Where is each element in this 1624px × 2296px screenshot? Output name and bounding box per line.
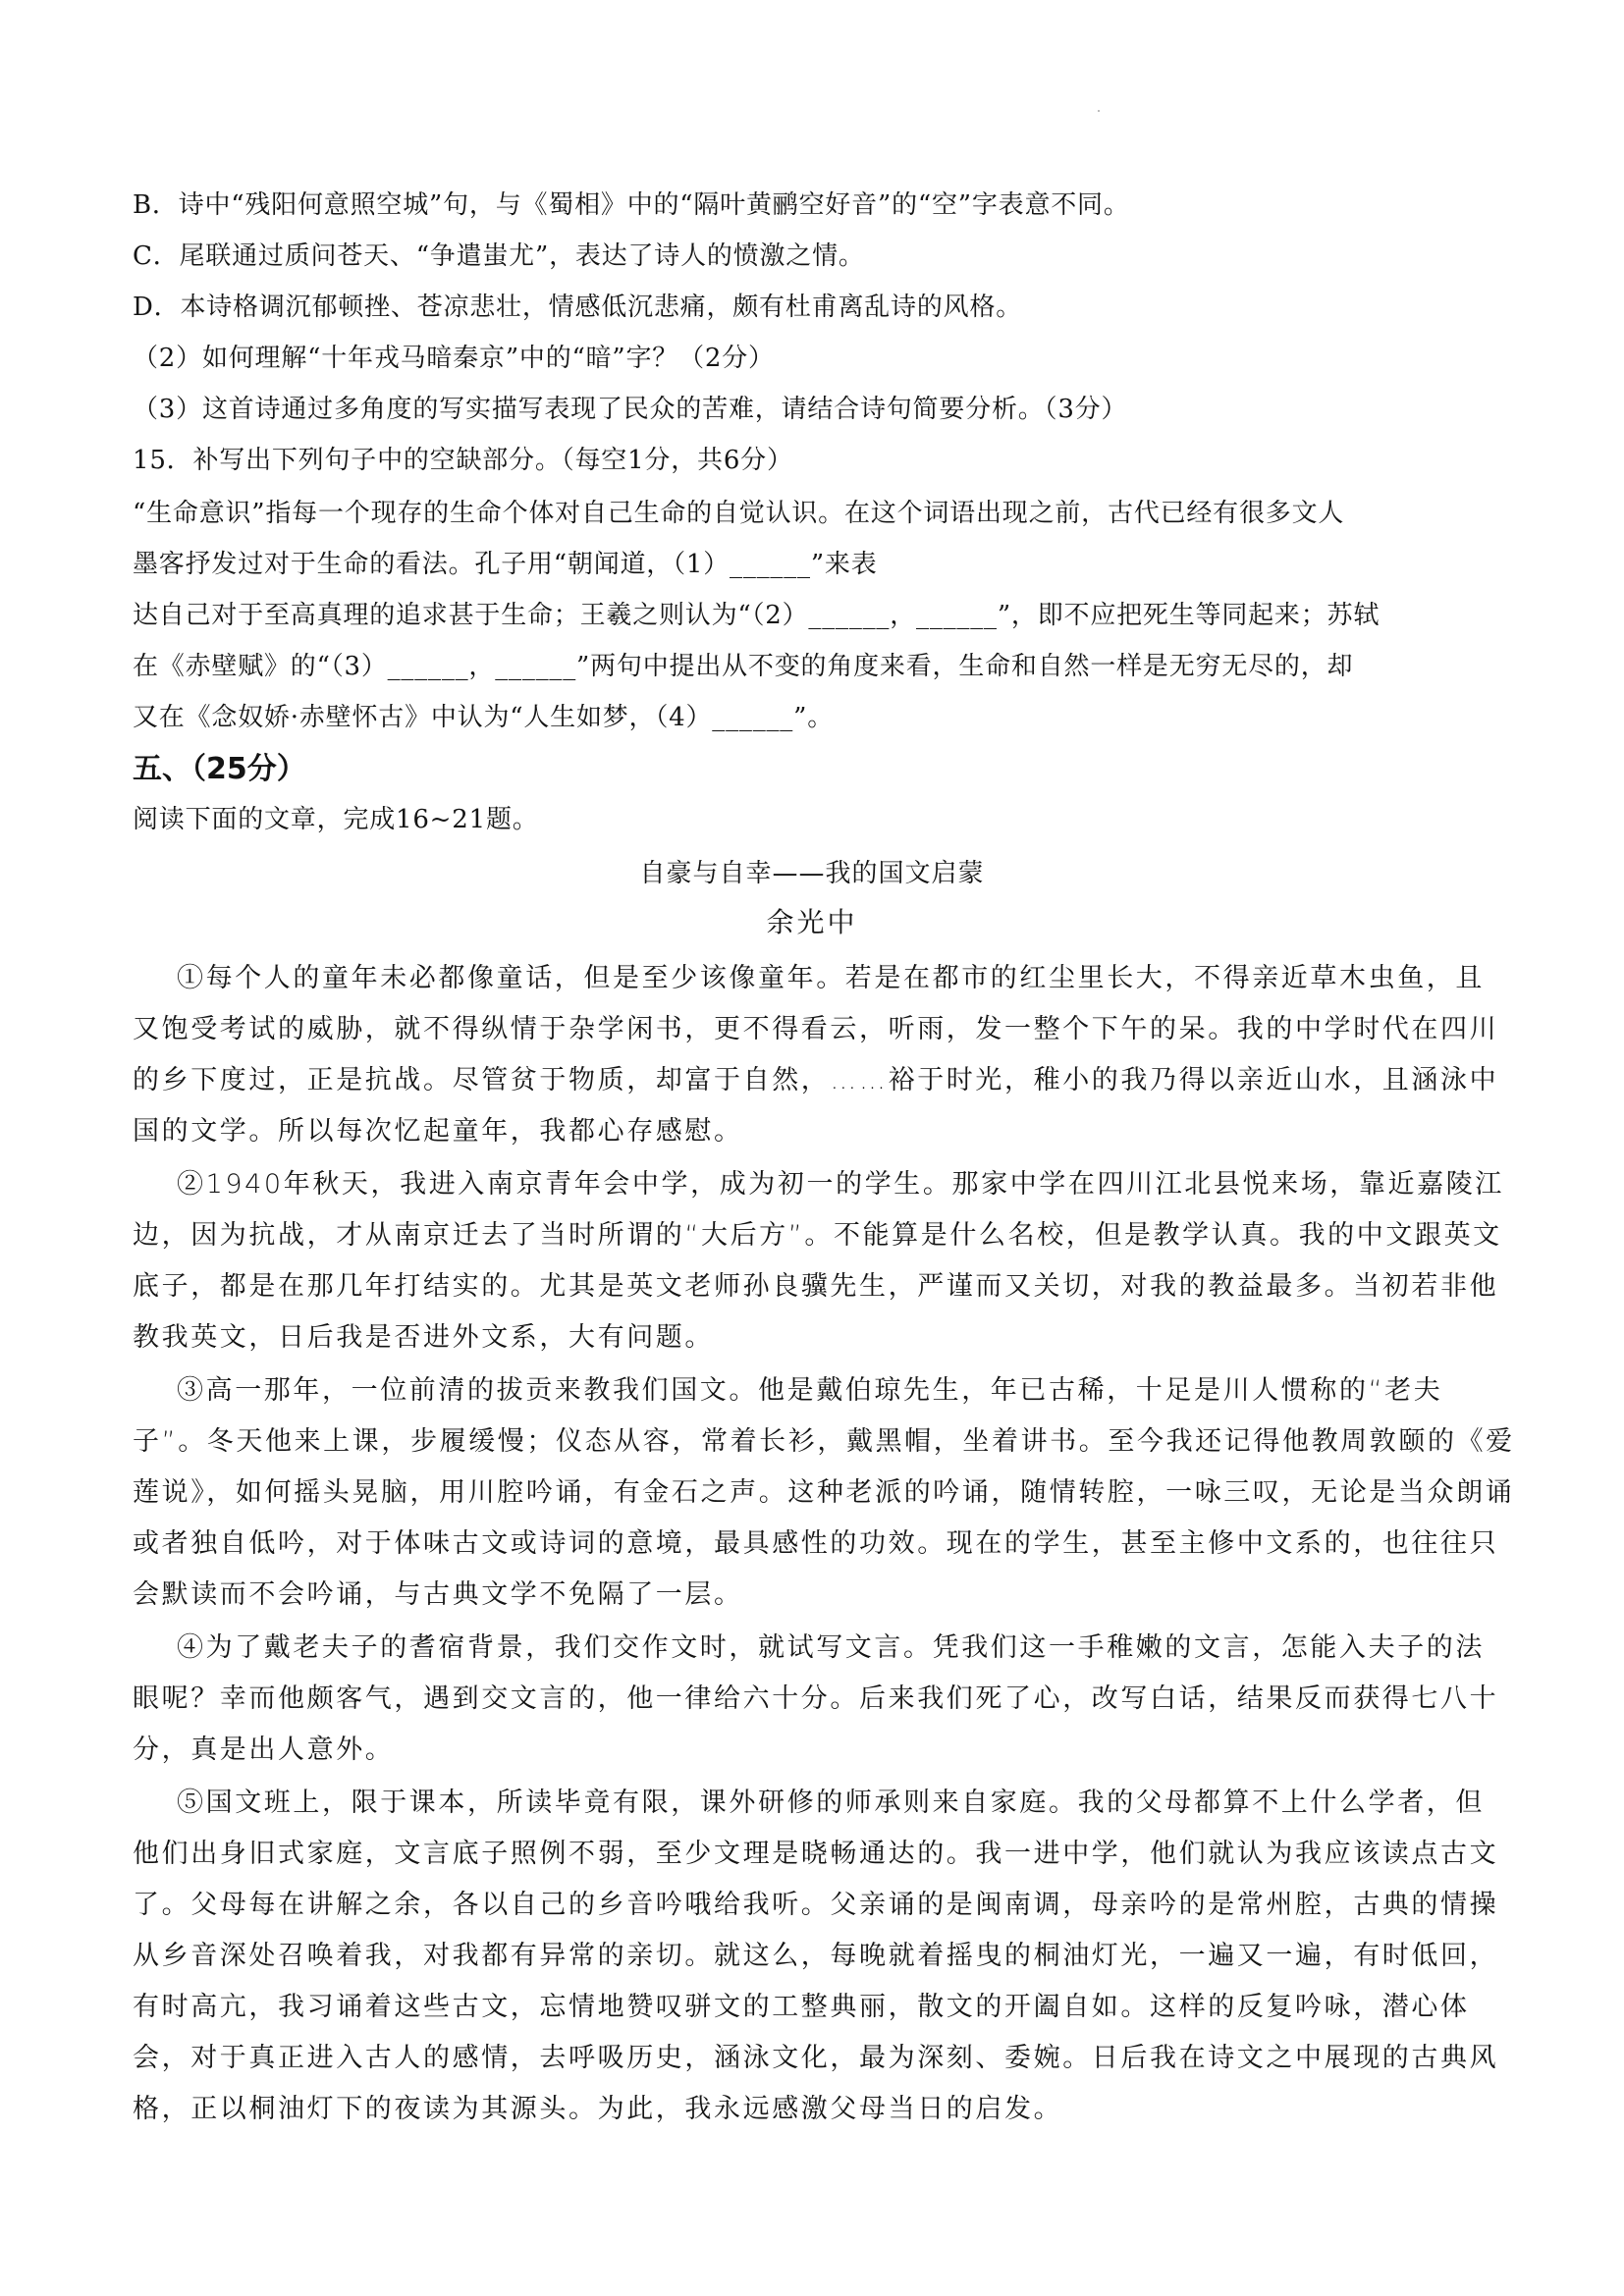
paragraph-line: 从乡音深处召唤着我，对我都有异常的亲切。就这么，每晚就着摇曳的桐油灯光，一遍又一遍，有时低回， bbox=[133, 1941, 1499, 1971]
question-15-text: 又在《念奴娇·赤壁怀古》中认为“人生如梦，（4）______”。 bbox=[133, 703, 834, 732]
question-15-text: 在《赤壁赋》的“（3）______，______”两句中提出从不变的角度来看，生命和自然一样是无穷无尽的，却 bbox=[133, 652, 1354, 681]
paragraph-line: 眼呢？幸而他颇客气，遇到交文言的，他一律给六十分。后来我们死了心，改写白话，结果反而获得七八十 bbox=[133, 1683, 1499, 1714]
paragraph-line: 国的文学。所以每次忆起童年，我都心存感慰。 bbox=[133, 1116, 743, 1147]
option-b: B．诗中“残阳何意照空城”句，与《蜀相》中的“隔叶黄鹂空好音”的“空”字表意不同。 bbox=[133, 190, 1130, 220]
paragraph-line: ⑤国文班上，限于课本，所读毕竟有限，课外研修的师承则来自家庭。我的父母都算不上什么学者，但 bbox=[177, 1788, 1485, 1818]
paragraph-line: 有时高亢，我习诵着这些古文，忘情地赞叹骈文的工整典丽，散文的开阖自如。这样的反复吟咏，潜心体 bbox=[133, 1992, 1470, 2022]
paragraph-line: 边，因为抗战，才从南京迁去了当时所谓的“大后方”。不能算是什么名校，但是教学认真。我的中文跟英文 bbox=[133, 1220, 1502, 1251]
paragraph-line: 又饱受考试的威胁，就不得纵情于杂学闲书，更不得看云，听雨，发一整个下午的呆。我的中学时代在四川 bbox=[133, 1014, 1499, 1044]
paragraph-line: 分，真是出人意外。 bbox=[133, 1735, 395, 1765]
scan-speck bbox=[1098, 110, 1100, 112]
paragraph-line: ④为了戴老夫子的耆宿背景，我们交作文时，就试写文言。凭我们这一手稚嫩的文言，怎能入夫子的法 bbox=[177, 1632, 1485, 1663]
question-3: （3）这首诗通过多角度的写实描写表现了民众的苦难，请结合诗句简要分析。（3分） bbox=[133, 395, 1128, 424]
question-15-text: “生命意识”指每一个现存的生命个体对自己生命的自觉认识。在这个词语出现之前，古代已经有很多文人 bbox=[133, 499, 1345, 528]
article-title: 自豪与自幸——我的国文启蒙 bbox=[639, 859, 985, 888]
section-instruction: 阅读下面的文章，完成16~21题。 bbox=[133, 805, 539, 834]
paragraph-line: ②1940年秋天，我进入南京青年会中学，成为初一的学生。那家中学在四川江北县悦来场，靠近嘉陵江 bbox=[177, 1169, 1504, 1200]
paragraph-line: 或者独自低吟，对于体味古文或诗词的意境，最具感性的功效。现在的学生，甚至主修中文系的，也往往只 bbox=[133, 1528, 1499, 1559]
question-15: 15．补写出下列句子中的空缺部分。（每空1分，共6分） bbox=[133, 446, 793, 475]
paragraph-line: 格，正以桐油灯下的夜读为其源头。为此，我永远感激父母当日的启发。 bbox=[133, 2094, 1063, 2124]
paragraph-line: 莲说》，如何摇头晃脑，用川腔吟诵，有金石之声。这种老派的吟诵，随情转腔，一咏三叹，无论是当众朗诵 bbox=[133, 1477, 1515, 1508]
paragraph-line: 了。父母每在讲解之余，各以自己的乡音吟哦给我听。父亲诵的是闽南调，母亲吟的是常州腔，古典的情操 bbox=[133, 1890, 1499, 1920]
paragraph-line: 会默读而不会吟诵，与古典文学不免隔了一层。 bbox=[133, 1579, 743, 1610]
paragraph-line: 会，对于真正进入古人的感情，去呼吸历史，涵泳文化，最为深刻、委婉。日后我在诗文之中展现的古典风 bbox=[133, 2043, 1499, 2073]
paragraph-line: 子”。冬天他来上课，步履缓慢；仪态从容，常着长衫，戴黑帽，坐着讲书。至今我还记得他教周敦颐的《爱 bbox=[133, 1426, 1515, 1457]
paragraph-line: 教我英文，日后我是否进外文系，大有问题。 bbox=[133, 1322, 714, 1353]
question-15-text: 墨客抒发过对于生命的看法。孔子用“朝闻道，（1）______”来表 bbox=[133, 550, 878, 579]
paragraph-line: 的乡下度过，正是抗战。尽管贫于物质，却富于自然，……裕于时光，稚小的我乃得以亲近山水，且涵泳中 bbox=[133, 1065, 1499, 1095]
article-author: 余光中 bbox=[766, 906, 858, 938]
option-c: C．尾联通过质问苍天、“争遣蚩尤”，表达了诗人的愤激之情。 bbox=[133, 241, 865, 271]
option-d: D．本诗格调沉郁顿挫、苍凉悲壮，情感低沉悲痛，颇有杜甫离乱诗的风格。 bbox=[133, 293, 1023, 322]
paragraph-line: 他们出身旧式家庭，文言底子照例不弱，至少文理是晓畅通达的。我一进中学，他们就认为我应该读点古文 bbox=[133, 1839, 1499, 1869]
paragraph-line: 底子，都是在那几年打结实的。尤其是英文老师孙良骥先生，严谨而又关切，对我的教益最多。当初若非他 bbox=[133, 1271, 1499, 1302]
paragraph-line: ①每个人的童年未必都像童话，但是至少该像童年。若是在都市的红尘里长大，不得亲近草木虫鱼，且 bbox=[177, 963, 1485, 993]
paragraph-line: ③高一那年，一位前清的拔贡来教我们国文。他是戴伯琼先生，年已古稀，十足是川人惯称的“老夫 bbox=[177, 1375, 1443, 1406]
question-15-text: 达自己对于至高真理的追求甚于生命；王羲之则认为“（2）______，______”，即不应把死生等同起来；苏轼 bbox=[133, 601, 1380, 630]
question-2: （2）如何理解“十年戎马暗秦京”中的“暗”字？（2分） bbox=[133, 344, 775, 373]
section-title: 五、（25分） bbox=[133, 752, 306, 786]
